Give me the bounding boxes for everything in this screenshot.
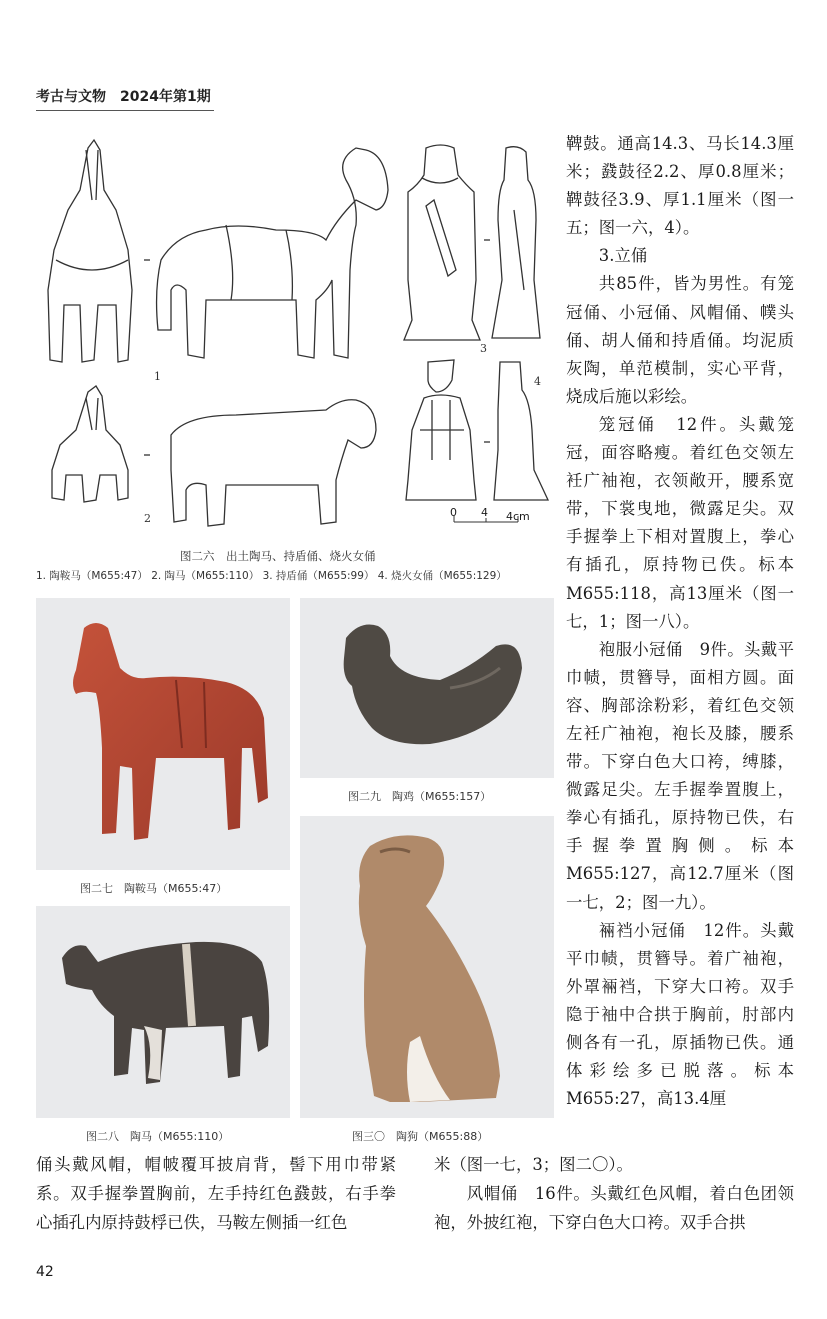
photo-pottery-dog	[300, 816, 554, 1118]
bottom-right-line: 米（图一七，3；图二〇）。	[434, 1155, 633, 1174]
shield-figurine-front-drawing	[404, 145, 480, 340]
scale-mid: 4	[481, 506, 488, 519]
label-2: 2	[144, 512, 151, 525]
paragraph-liangdang-small-crown: 裲裆小冠俑 12件。头戴平巾帻，贯簪导。着广袖袍，外罩裲裆，下穿大口袴。双手隐于袖中合拱于胸前，肘部内侧各有一孔，原插物已佚。通体彩绘多已脱落。标本M655:27，高13.4厘	[566, 920, 794, 1109]
scale-end: 4cm	[506, 510, 530, 523]
figure-26-drawings	[36, 130, 556, 540]
paragraph-robe-small-crown: 袍服小冠俑 9件。头戴平巾帻，贯簪导，面相方圆。面容、胸部涂粉彩，着红色交领左衽广袖袍，袍长及膝，腰系带。下穿白色大口袴，缚膝，微露足尖。左手握拳置腹上，拳心有插孔，原持物已佚，右手握拳置胸侧。标本M655:127，高12.7厘米（图一七，2；图一九）。	[566, 639, 794, 912]
saddled-horse-side-drawing	[157, 148, 388, 358]
bottom-left-text: 俑头戴风帽，帽帔覆耳披肩背，髻下用巾带紧系。双手握拳置胸前，左手持红色鼗鼓，右手拳心插孔内原持鼓桴已佚，马鞍左侧插一红色	[36, 1155, 396, 1232]
page-number: 42	[36, 1264, 54, 1280]
label-3: 3	[480, 342, 487, 355]
figure-28-caption: 图二八 陶马（M655:110）	[86, 1130, 230, 1143]
figure-27-caption: 图二七 陶鞍马（M655:47）	[80, 882, 228, 895]
label-1: 1	[154, 370, 161, 383]
figure-26-title: 图二六 出土陶马、持盾俑、烧火女俑	[180, 549, 376, 563]
figure-29-caption: 图二九 陶鸡（M655:157）	[348, 790, 492, 803]
figure-26-subcaption: 1. 陶鞍马（M655:47） 2. 陶马（M655:110） 3. 持盾俑（M655:99） 4. 烧火女俑（M655:129）	[36, 570, 507, 582]
paragraph-wind-hat-figurine: 风帽俑 16件。头戴红色风帽，着白色团领袍，外披红袍，下穿白色大口袴。双手合拱	[434, 1184, 794, 1232]
female-figurine-front-drawing	[406, 360, 476, 500]
paragraph-standing-overview: 共85件，皆为男性。有笼冠俑、小冠俑、风帽俑、幞头俑、胡人俑和持盾俑。均泥质灰陶，单范模制，实心平背，烧成后施以彩绘。	[566, 274, 794, 406]
photo-grey-horse	[36, 906, 290, 1118]
figure-30-caption: 图三〇 陶狗（M655:88）	[352, 1130, 489, 1143]
section-heading-standing-figurines: 3.立俑	[598, 246, 648, 266]
horse-side-drawing	[171, 400, 376, 526]
shield-figurine-side-drawing	[492, 147, 540, 338]
paragraph-cage-crown-figurine: 笼冠俑 12件。头戴笼冠，面容略瘦。着红色交领左衽广袖袍，衣领敞开，腰系宽带，下裳曳地，微露足尖。双手握拳上下相对置腹上，拳心有插孔，原持物已佚。标本M655:118，高13厘米（图一七，1；图一八）。	[566, 414, 794, 631]
right-column-text	[566, 130, 794, 1113]
photo-pottery-chicken	[300, 598, 554, 778]
paragraph-drum-dimensions: 鞞鼓。通高14.3、马长14.3厘米；鼗鼓径2.2、厚0.8厘米；鞞鼓径3.9、厚1.1厘米（图一五；图一六，4）。	[566, 134, 794, 238]
horse-front-drawing	[52, 386, 128, 502]
journal-header: 考古与文物 2024年第1期	[36, 86, 214, 111]
label-4: 4	[534, 375, 541, 388]
saddled-horse-front-drawing	[48, 140, 132, 362]
scale-zero: 0	[450, 506, 457, 519]
line-drawing-illustration	[36, 130, 556, 540]
photo-red-saddled-horse	[36, 598, 290, 870]
bottom-right-text	[434, 1150, 794, 1237]
